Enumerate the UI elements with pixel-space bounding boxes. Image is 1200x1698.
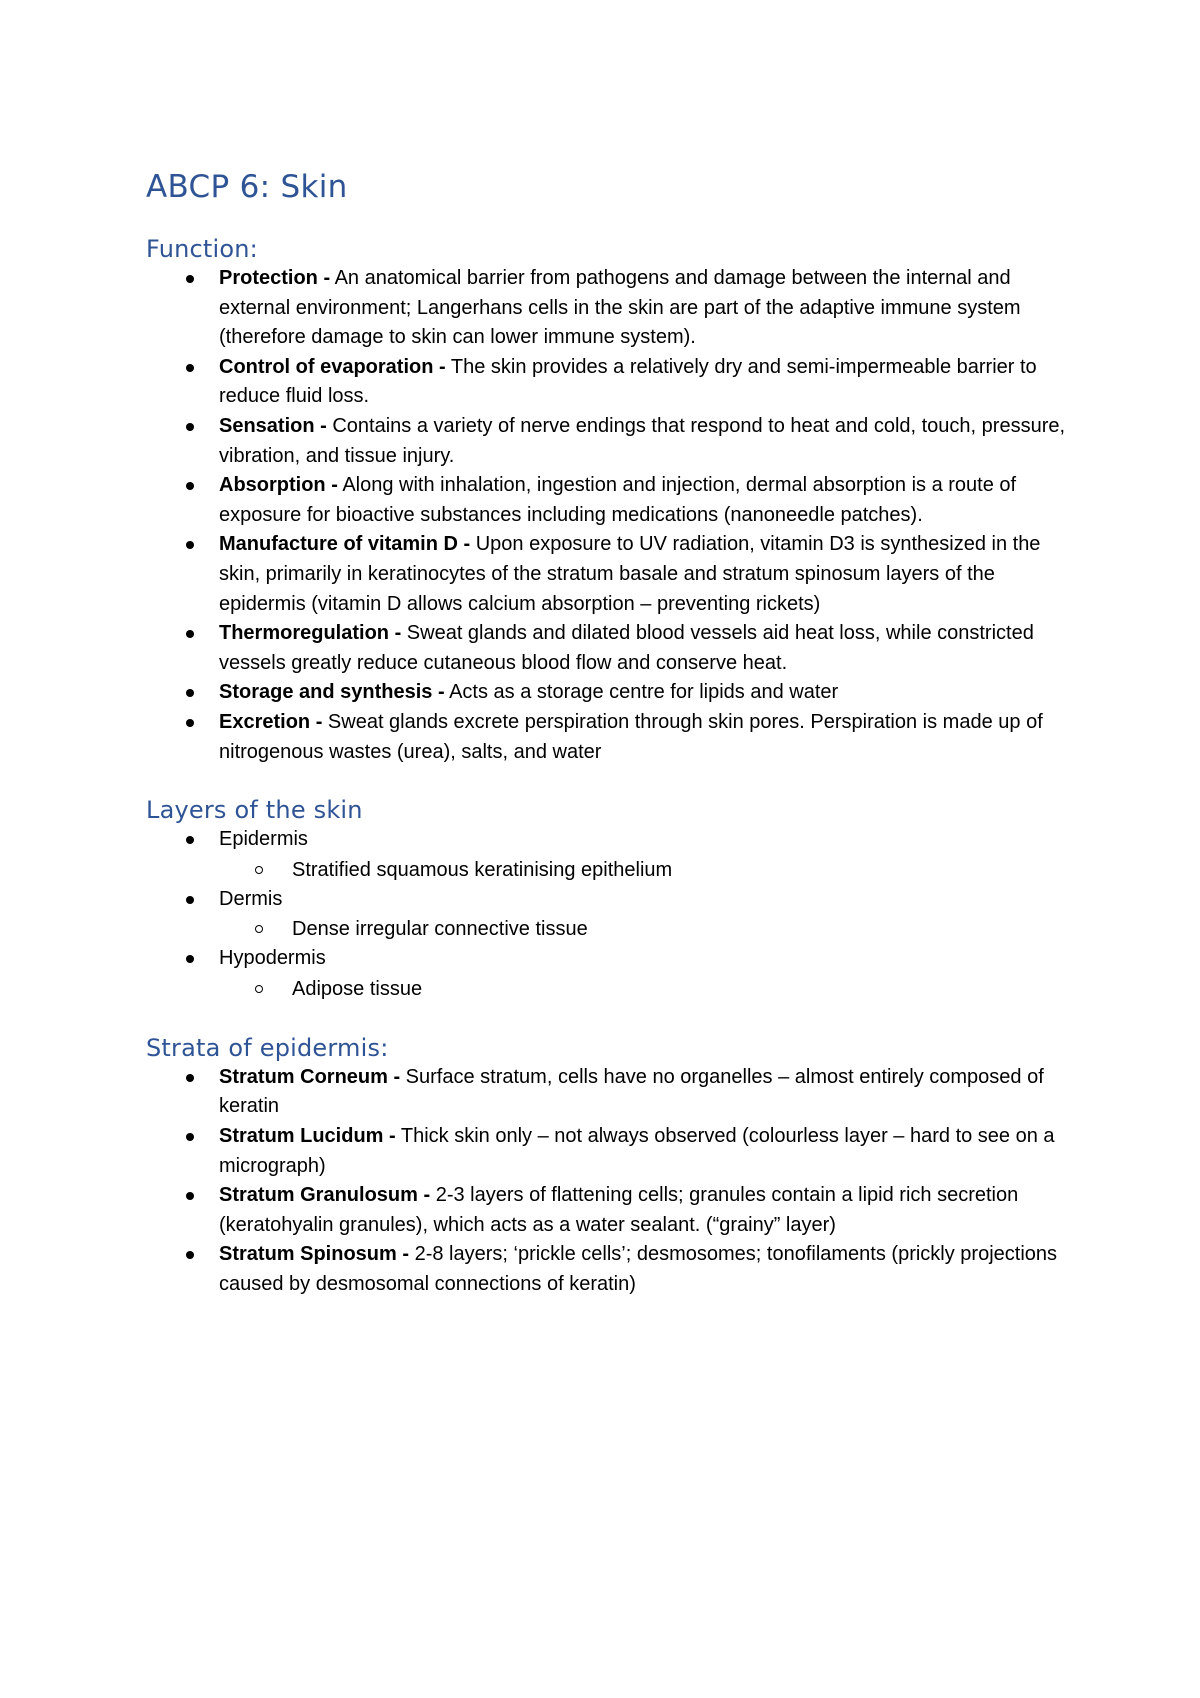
item-text: 2-3 layers of flattening cells; granules contain a lipid rich secretion (keratohyalin granules), which acts as a water sealant. (“grainy” layer) bbox=[219, 1184, 1019, 1236]
item-term: Stratum Corneum - bbox=[219, 1065, 401, 1088]
item-term: Absorption - bbox=[219, 474, 338, 497]
list-item bbox=[146, 353, 1066, 412]
layer-label: Hypodermis bbox=[219, 947, 326, 970]
list-item bbox=[146, 1181, 1066, 1240]
list-item bbox=[146, 471, 1066, 530]
item-text: The skin provides a relatively dry and semi-impermeable barrier to reduce fluid loss. bbox=[219, 355, 1037, 408]
sub-list-item bbox=[146, 974, 1066, 1004]
function-heading: Function: bbox=[146, 235, 258, 263]
bullet-icon bbox=[186, 719, 194, 727]
bullet-icon bbox=[186, 896, 194, 904]
bullet-icon bbox=[186, 955, 194, 963]
bullet-icon bbox=[186, 482, 194, 490]
item-term: Sensation - bbox=[219, 414, 327, 437]
item-term: Thermoregulation - bbox=[219, 622, 402, 645]
item-term: Stratum Lucidum - bbox=[219, 1125, 396, 1148]
layer-label: Dermis bbox=[219, 887, 283, 910]
hollow-bullet-icon bbox=[255, 925, 263, 933]
list-item bbox=[146, 885, 1066, 945]
list-item bbox=[146, 825, 1066, 885]
sub-list bbox=[219, 914, 1066, 944]
bullet-icon bbox=[186, 836, 194, 844]
list-item bbox=[146, 944, 1066, 1004]
list-item bbox=[146, 1122, 1066, 1181]
list-item bbox=[146, 1240, 1066, 1299]
document-body bbox=[146, 168, 1066, 1300]
bullet-icon bbox=[186, 1074, 194, 1082]
hollow-bullet-icon bbox=[255, 866, 263, 874]
item-term: Protection - bbox=[219, 267, 331, 289]
list-item bbox=[146, 412, 1066, 471]
item-term: Excretion - bbox=[219, 710, 323, 733]
hollow-bullet-icon bbox=[255, 985, 263, 993]
item-text: Acts as a storage centre for lipids and water bbox=[444, 681, 839, 704]
bullet-icon bbox=[186, 275, 194, 283]
bullet-icon bbox=[186, 1192, 194, 1200]
item-text: An anatomical barrier from pathogens and damage between the internal and external environment; Langerhans cells in the skin are part of the adaptive immune system (therefore damage to skin can lower immune system). bbox=[219, 267, 1021, 349]
item-term: Stratum Spinosum - bbox=[219, 1243, 410, 1266]
item-term: Stratum Granulosum - bbox=[219, 1184, 431, 1207]
list-item bbox=[146, 530, 1066, 619]
layer-description: Dense irregular connective tissue bbox=[292, 918, 588, 941]
function-list bbox=[146, 264, 1066, 767]
sub-list-item bbox=[146, 914, 1066, 944]
bullet-icon bbox=[186, 630, 194, 638]
bullet-icon bbox=[186, 364, 194, 372]
layer-description: Adipose tissue bbox=[292, 977, 423, 1000]
sub-list-item bbox=[146, 855, 1066, 885]
bullet-icon bbox=[186, 423, 194, 431]
item-text: Along with inhalation, ingestion and injection, dermal absorption is a route of exposure for bioactive substances including medications (nanoneedle patches). bbox=[219, 474, 1017, 526]
bullet-icon bbox=[186, 541, 194, 549]
item-text: Surface stratum, cells have no organelles – almost entirely composed of keratin bbox=[219, 1065, 1044, 1118]
layer-description: Stratified squamous keratinising epithelium bbox=[292, 858, 673, 881]
list-item bbox=[146, 708, 1066, 767]
layer-label: Epidermis bbox=[219, 828, 308, 851]
list-item bbox=[146, 1063, 1066, 1122]
strata-heading: Strata of epidermis: bbox=[146, 1033, 389, 1062]
item-text: Contains a variety of nerve endings that respond to heat and cold, touch, pressure, vibration, and tissue injury. bbox=[219, 414, 1066, 467]
sub-list bbox=[219, 974, 1066, 1004]
item-text: 2-8 layers; ‘prickle cells’; desmosomes; tonofilaments (prickly projections caused by desmosomal connections of keratin) bbox=[219, 1243, 1058, 1296]
bullet-icon bbox=[186, 1251, 194, 1259]
item-text: Upon exposure to UV radiation, vitamin D3 is synthesized in the skin, primarily in keratinocytes of the stratum basale and stratum spinosum layers of the epidermis (vitamin D allows calcium absorption – preventing rickets) bbox=[219, 533, 1041, 615]
bullet-icon bbox=[186, 1133, 194, 1141]
item-term: Control of evaporation - bbox=[219, 355, 446, 378]
bullet-icon bbox=[186, 689, 194, 697]
list-item bbox=[146, 264, 1066, 353]
layers-heading: Layers of the skin bbox=[146, 796, 363, 825]
list-item bbox=[146, 619, 1066, 678]
document-title: ABCP 6: Skin bbox=[146, 169, 348, 205]
item-text: Sweat glands excrete perspiration through skin pores. Perspiration is made up of nitrogenous wastes (urea), salts, and water bbox=[219, 710, 1043, 763]
strata-list bbox=[146, 1063, 1066, 1300]
item-term: Manufacture of vitamin D - bbox=[219, 533, 471, 556]
item-text: Sweat glands and dilated blood vessels aid heat loss, while constricted vessels greatly reduce cutaneous blood flow and conserve heat. bbox=[219, 622, 1034, 674]
item-text: Thick skin only – not always observed (colourless layer – hard to see on a micrograph) bbox=[219, 1125, 1055, 1177]
item-term: Storage and synthesis - bbox=[219, 681, 445, 704]
list-item bbox=[146, 678, 1066, 708]
sub-list bbox=[219, 855, 1066, 885]
layers-list bbox=[146, 825, 1066, 1004]
